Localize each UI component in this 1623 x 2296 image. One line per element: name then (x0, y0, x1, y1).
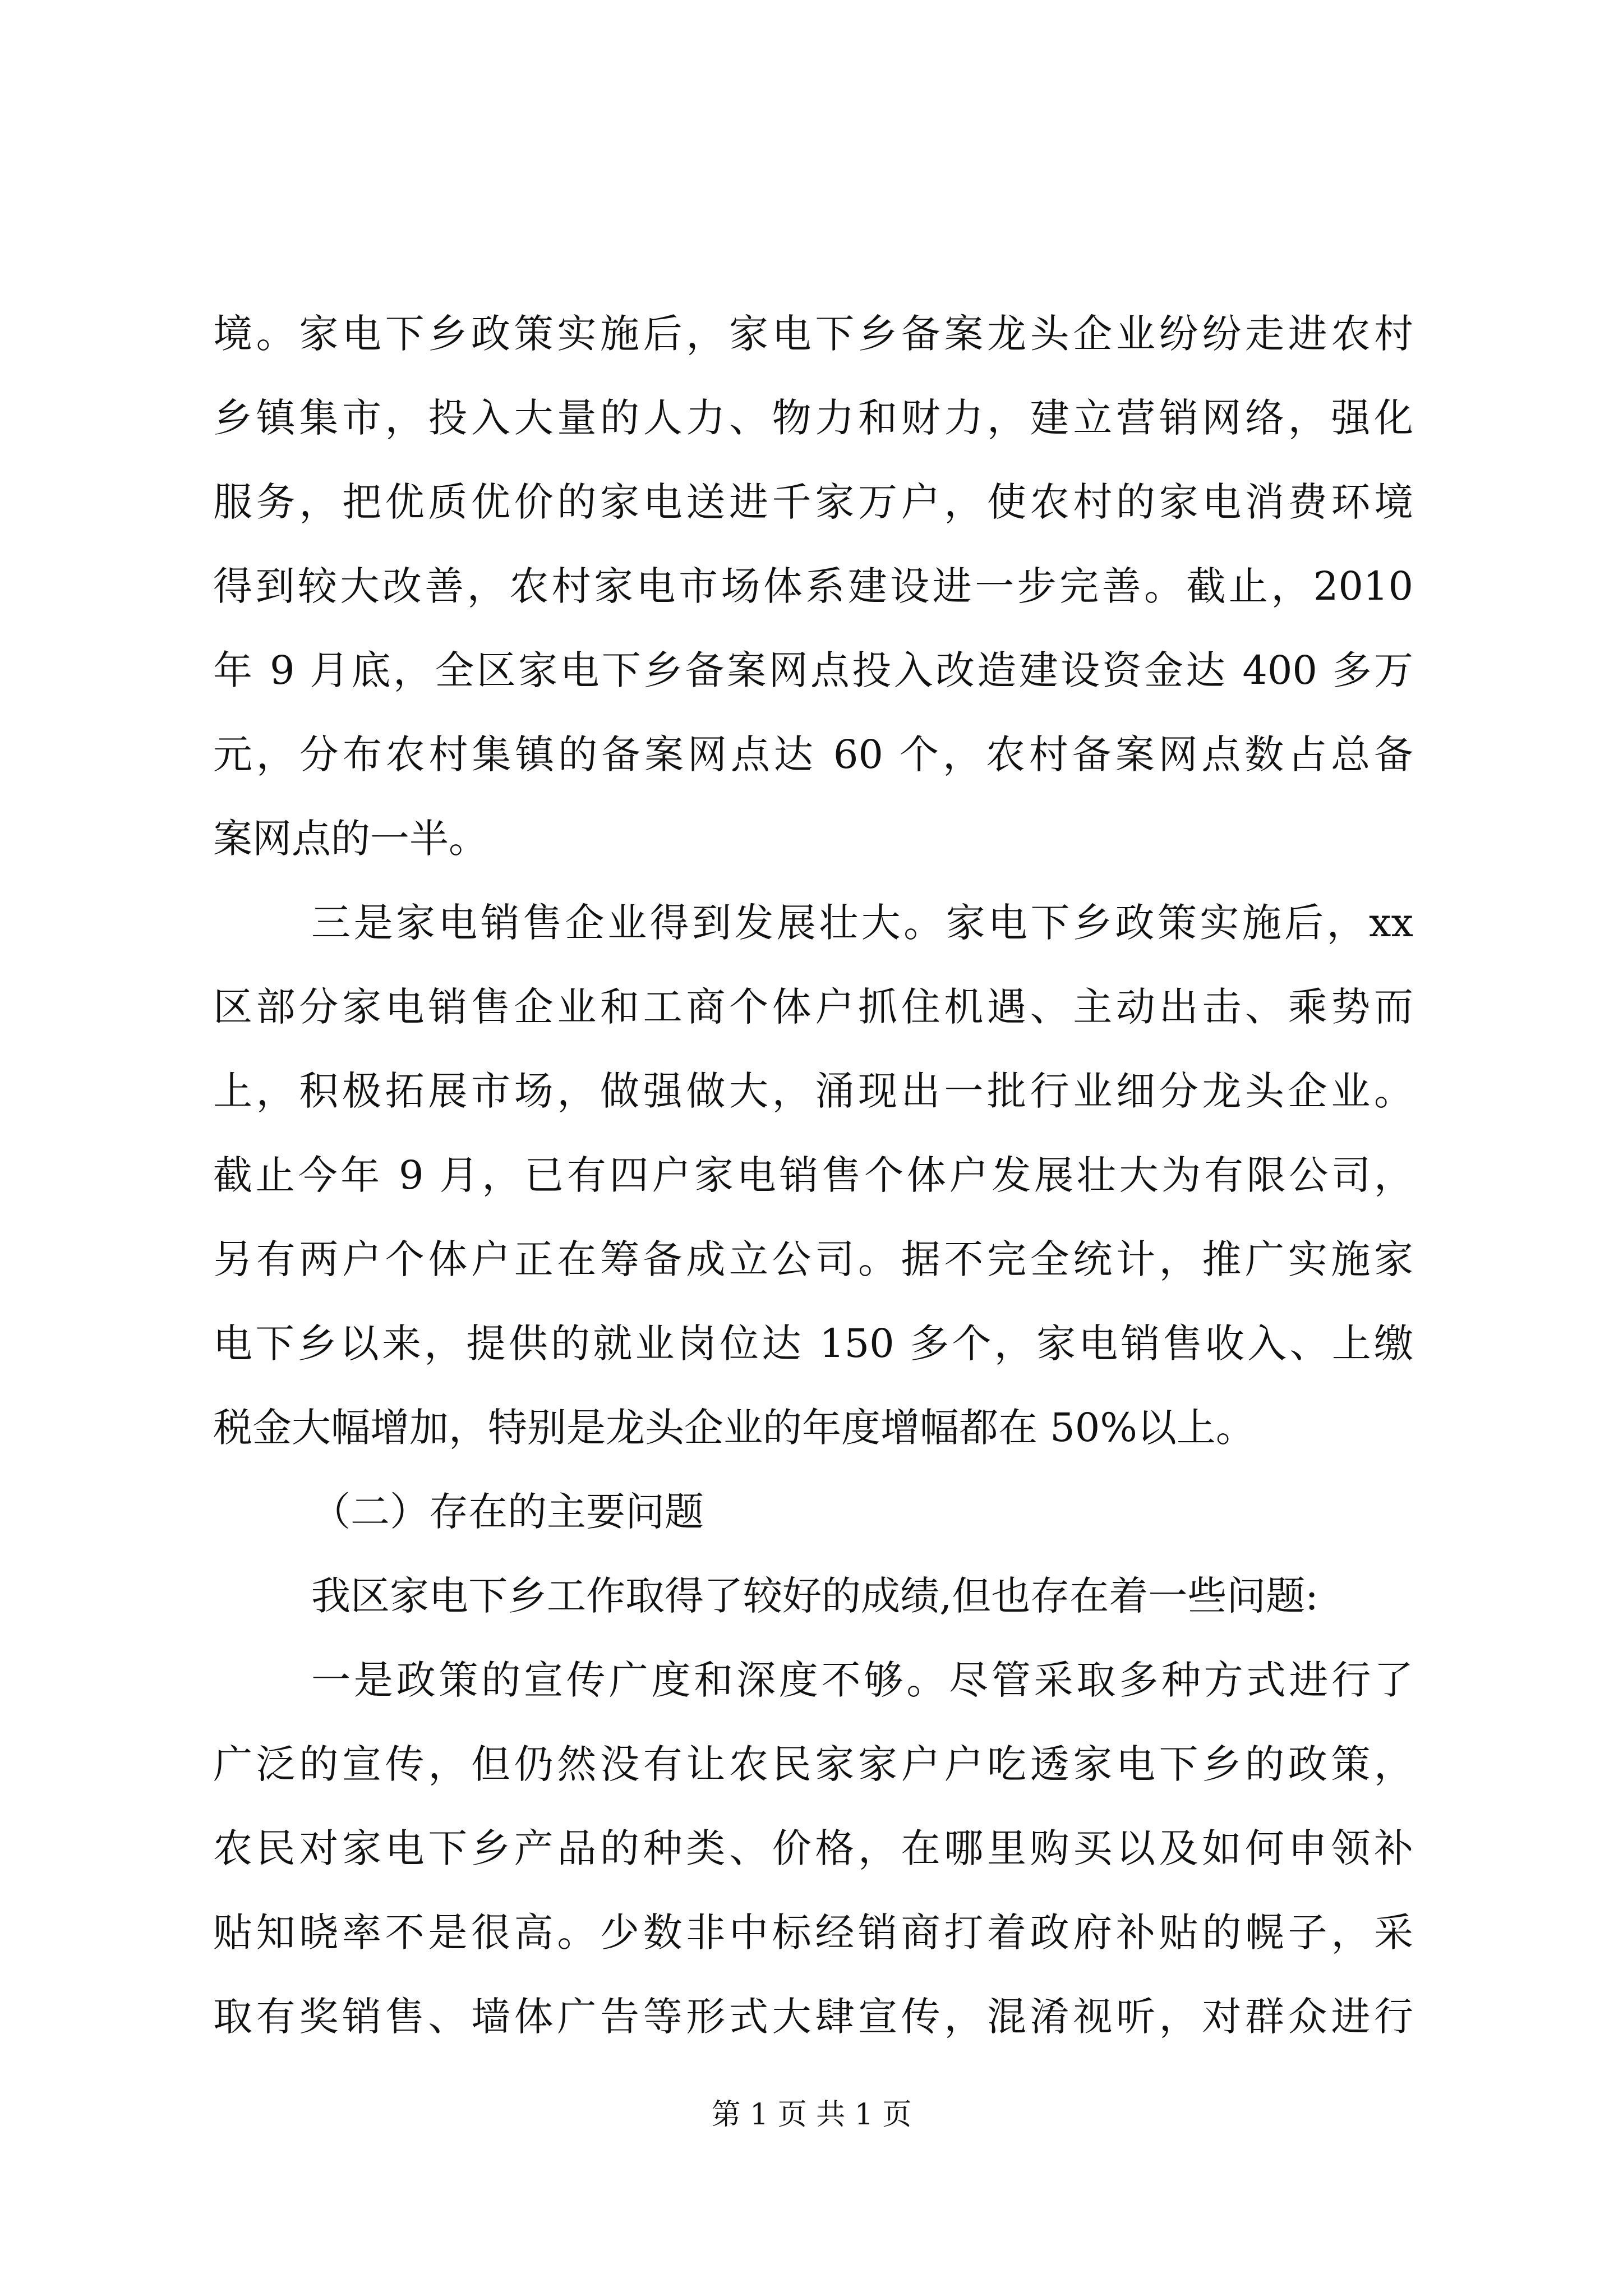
paragraph-line: 年 9 月底，全区家电下乡备案网点投入改造建设资金达 400 多万 (213, 647, 1413, 693)
paragraph-line: 三是家电销售企业得到发展壮大。家电下乡政策实施后，xx (311, 900, 1413, 946)
paragraph-line: 一是政策的宣传广度和深度不够。尽管采取多种方式进行了 (311, 1657, 1413, 1703)
section-heading: （二）存在的主要问题 (311, 1489, 704, 1535)
paragraph-line: 得到较大改善，农村家电市场体系建设进一步完善。截止，2010 (213, 563, 1413, 609)
paragraph-line: 上，积极拓展市场，做强做大，涌现出一批行业细分龙头企业。 (213, 1068, 1413, 1114)
paragraph-line: 截止今年 9 月，已有四户家电销售个体户发展壮大为有限公司， (213, 1152, 1413, 1198)
paragraph-line: 取有奖销售、墙体广告等形式大肆宣传，混淆视听，对群众进行 (213, 1994, 1413, 2040)
paragraph-line: 服务，把优质优价的家电送进千家万户，使农村的家电消费环境 (213, 479, 1413, 525)
paragraph-line: 乡镇集市，投入大量的人力、物力和财力，建立营销网络，强化 (213, 395, 1413, 441)
paragraph-line: 贴知晓率不是很高。少数非中标经销商打着政府补贴的幌子，采 (213, 1910, 1413, 1955)
paragraph-line: 农民对家电下乡产品的种类、价格，在哪里购买以及如何申领补 (213, 1825, 1413, 1871)
paragraph-line: 案网点的一半。 (213, 816, 488, 862)
paragraph-line: 区部分家电销售企业和工商个体户抓住机遇、主动出击、乘势而 (213, 984, 1413, 1030)
paragraph-line: 税金大幅增加，特别是龙头企业的年度增幅都在 50%以上。 (213, 1405, 1255, 1451)
paragraph-line: 元，分布农村集镇的备案网点达 60 个，农村备案网点数占总备 (213, 731, 1413, 777)
paragraph-line: 另有两户个体户正在筹备成立公司。据不完全统计，推广实施家 (213, 1236, 1413, 1282)
paragraph-line: 境。家电下乡政策实施后，家电下乡备案龙头企业纷纷走进农村 (213, 311, 1413, 357)
page-number-footer: 第 1 页 共 1 页 (711, 2098, 912, 2132)
paragraph-line: 电下乡以来，提供的就业岗位达 150 多个，家电销售收入、上缴 (213, 1320, 1413, 1366)
paragraph-line: 我区家电下乡工作取得了较好的成绩,但也存在着一些问题: (311, 1573, 1318, 1619)
paragraph-line: 广泛的宣传，但仍然没有让农民家家户户吃透家电下乡的政策， (213, 1741, 1413, 1787)
